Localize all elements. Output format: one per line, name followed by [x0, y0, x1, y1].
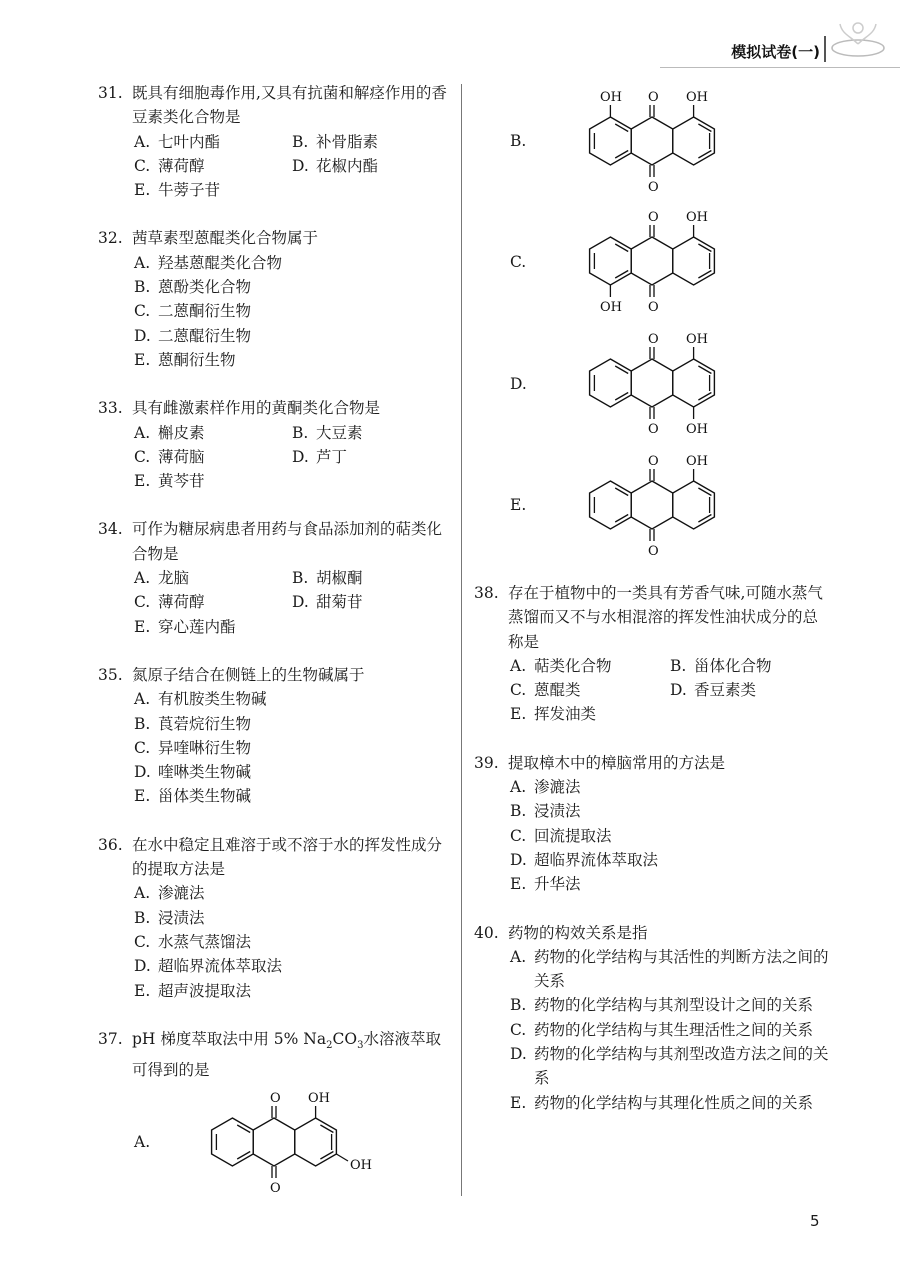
option-c: C. 回流提取法	[510, 826, 612, 845]
question-number: 37.	[98, 1029, 123, 1048]
structure-1-8-dihydroxyanthraquinone	[550, 83, 750, 199]
svg-text:O: O	[648, 422, 659, 437]
option-d: D. 超临界流体萃取法	[134, 957, 283, 976]
svg-text:OH: OH	[350, 1158, 372, 1174]
question-38	[474, 581, 830, 727]
option-b: B. 莨菪烷衍生物	[134, 714, 252, 733]
option-b: B. 蒽酚类化合物	[134, 278, 252, 297]
option-e: E. 蒽酮衍生物	[134, 350, 236, 369]
option-a: A. O O OH OH	[98, 1084, 450, 1200]
option-e: E. 药物的化学结构与其理化性质之间的关系	[510, 1093, 814, 1112]
question-number: 40.	[474, 923, 499, 942]
option-c: C. 二蒽酮衍生物	[134, 302, 252, 321]
question-number: 33.	[98, 399, 123, 418]
option-c: C. 薄荷醇	[134, 156, 205, 175]
option-b: B. 甾体化合物	[670, 656, 772, 675]
svg-text:O: O	[648, 300, 659, 315]
question-stem: 提取樟木中的樟脑常用的方法是	[508, 753, 726, 772]
svg-text:O: O	[648, 180, 659, 195]
option-a: A. 龙脑	[134, 569, 190, 588]
svg-text:OH: OH	[686, 332, 708, 347]
option-e: E. O O OH	[474, 447, 830, 563]
option-d: D. 超临界流体萃取法	[510, 850, 659, 869]
question-stem: 在水中稳定且难溶于或不溶于水的挥发性成分的提取方法是	[132, 835, 443, 879]
question-stem: 可作为糖尿病患者用药与食品添加剂的萜类化合物是	[132, 520, 443, 563]
question-number: 31.	[98, 84, 123, 102]
option-d: D. 二蒽醌衍生物	[134, 326, 252, 345]
question-number: 32.	[98, 229, 123, 248]
option-e: E. 升华法	[510, 875, 581, 894]
option-b: B. 浸渍法	[510, 802, 581, 821]
question-33	[98, 396, 450, 493]
option-a: A. 渗漉法	[510, 778, 581, 797]
option-a: A. 药物的化学结构与其活性的判断方法之间的关系	[510, 947, 829, 991]
option-e: E. 穿心莲内酯	[134, 617, 236, 636]
svg-text:OH: OH	[686, 90, 708, 105]
question-36	[98, 833, 450, 1003]
structure-1-hydroxyanthraquinone	[550, 447, 750, 563]
question-stem: 具有雌激素样作用的黄酮类化合物是	[132, 399, 381, 418]
svg-text:O: O	[648, 454, 659, 469]
option-b: B. O O OH OH	[474, 83, 830, 199]
option-b: B. 药物的化学结构与其剂型设计之间的关系	[510, 996, 814, 1015]
option-d: D. 甜菊苷	[292, 593, 363, 612]
svg-text:O: O	[270, 1091, 281, 1107]
option-d: D. 花椒内酯	[292, 156, 379, 175]
question-stem: 药物的构效关系是指	[508, 923, 648, 942]
left-column	[98, 81, 450, 1200]
option-e: E. 甾体类生物碱	[134, 787, 252, 806]
header-title: 模拟试卷(一)	[731, 43, 820, 61]
option-e: E. 超声波提取法	[134, 981, 252, 1000]
svg-text:OH: OH	[308, 1091, 330, 1107]
option-c: C. O O OH OH	[474, 203, 830, 321]
question-37	[98, 1027, 450, 1201]
column-divider	[461, 84, 462, 1196]
option-e: E. 挥发油类	[510, 705, 597, 724]
question-35	[98, 663, 450, 809]
option-c: C. 水蒸气蒸馏法	[134, 932, 252, 951]
structure-1-3-dihydroxyanthraquinone	[174, 1084, 374, 1200]
svg-text:OH: OH	[686, 210, 708, 225]
option-c: C. 薄荷醇	[134, 593, 205, 612]
question-number: 34.	[98, 520, 123, 539]
svg-text:O: O	[648, 90, 659, 105]
option-b: B. 大豆素	[292, 423, 363, 442]
svg-text:OH: OH	[686, 454, 708, 469]
question-40	[474, 921, 830, 1115]
question-number: 35.	[98, 665, 123, 684]
option-b: B. 胡椒酮	[292, 569, 363, 588]
structure-1-4-dihydroxyanthraquinone	[550, 325, 750, 443]
question-31	[98, 81, 450, 202]
svg-text:O: O	[648, 210, 659, 225]
option-a: A. 羟基蒽醌类化合物	[134, 253, 283, 272]
svg-text:OH: OH	[600, 300, 622, 315]
question-number: 39.	[474, 753, 499, 772]
option-d: D. 芦丁	[292, 447, 348, 466]
svg-text:OH: OH	[600, 90, 622, 105]
question-stem: 茜草素型蒽醌类化合物属于	[132, 229, 319, 248]
option-c: C. 异喹啉衍生物	[134, 738, 252, 757]
right-column	[474, 81, 830, 1139]
option-c: C. 蒽醌类	[510, 681, 581, 700]
option-c: C. 薄荷脑	[134, 447, 205, 466]
option-d: D. 香豆素类	[670, 681, 757, 700]
question-39	[474, 751, 830, 897]
question-32	[98, 226, 450, 372]
option-b: B. 补骨脂素	[292, 132, 379, 151]
option-c: C. 药物的化学结构与其生理活性之间的关系	[510, 1020, 814, 1039]
option-a: A. 渗漉法	[134, 884, 205, 903]
question-number: 36.	[98, 835, 123, 854]
option-e: E. 黄芩苷	[134, 472, 205, 491]
option-d: D. 药物的化学结构与其剂型改造方法之间的关系	[510, 1045, 829, 1088]
option-a: A. 有机胺类生物碱	[134, 690, 267, 709]
page-number: 5	[810, 1212, 820, 1230]
decorative-logo-icon	[828, 14, 888, 60]
svg-text:O: O	[648, 544, 659, 559]
question-stem: 氮原子结合在侧链上的生物碱属于	[132, 665, 365, 684]
header-rule	[660, 67, 900, 68]
question-number: 38.	[474, 584, 499, 602]
structure-1-5-dihydroxyanthraquinone	[550, 203, 750, 321]
svg-text:O: O	[648, 332, 659, 347]
option-d: D. 喹啉类生物碱	[134, 763, 252, 782]
question-stem: 既具有细胞毒作用,又具有抗菌和解痉作用的香豆素类化合物是	[132, 84, 447, 127]
option-a: A. 萜类化合物	[510, 656, 612, 675]
option-d: D. O O OH OH	[474, 325, 830, 443]
svg-text:O: O	[270, 1181, 281, 1197]
question-stem: pH 梯度萃取法中用 5% $Na_2CO_3$水溶液萃取可得到的是	[132, 1029, 441, 1080]
question-34	[98, 517, 450, 638]
option-a: A. 七叶内酯	[134, 132, 221, 151]
header-divider	[824, 36, 826, 62]
question-stem: 存在于植物中的一类具有芳香气味,可随水蒸气蒸馏而又不与水相混溶的挥发性油状成分的总称是	[508, 584, 823, 651]
option-a: A. 槲皮素	[134, 423, 205, 442]
option-b: B. 浸渍法	[134, 908, 205, 927]
svg-text:OH: OH	[686, 422, 708, 437]
option-e: E. 牛蒡子苷	[134, 181, 221, 200]
